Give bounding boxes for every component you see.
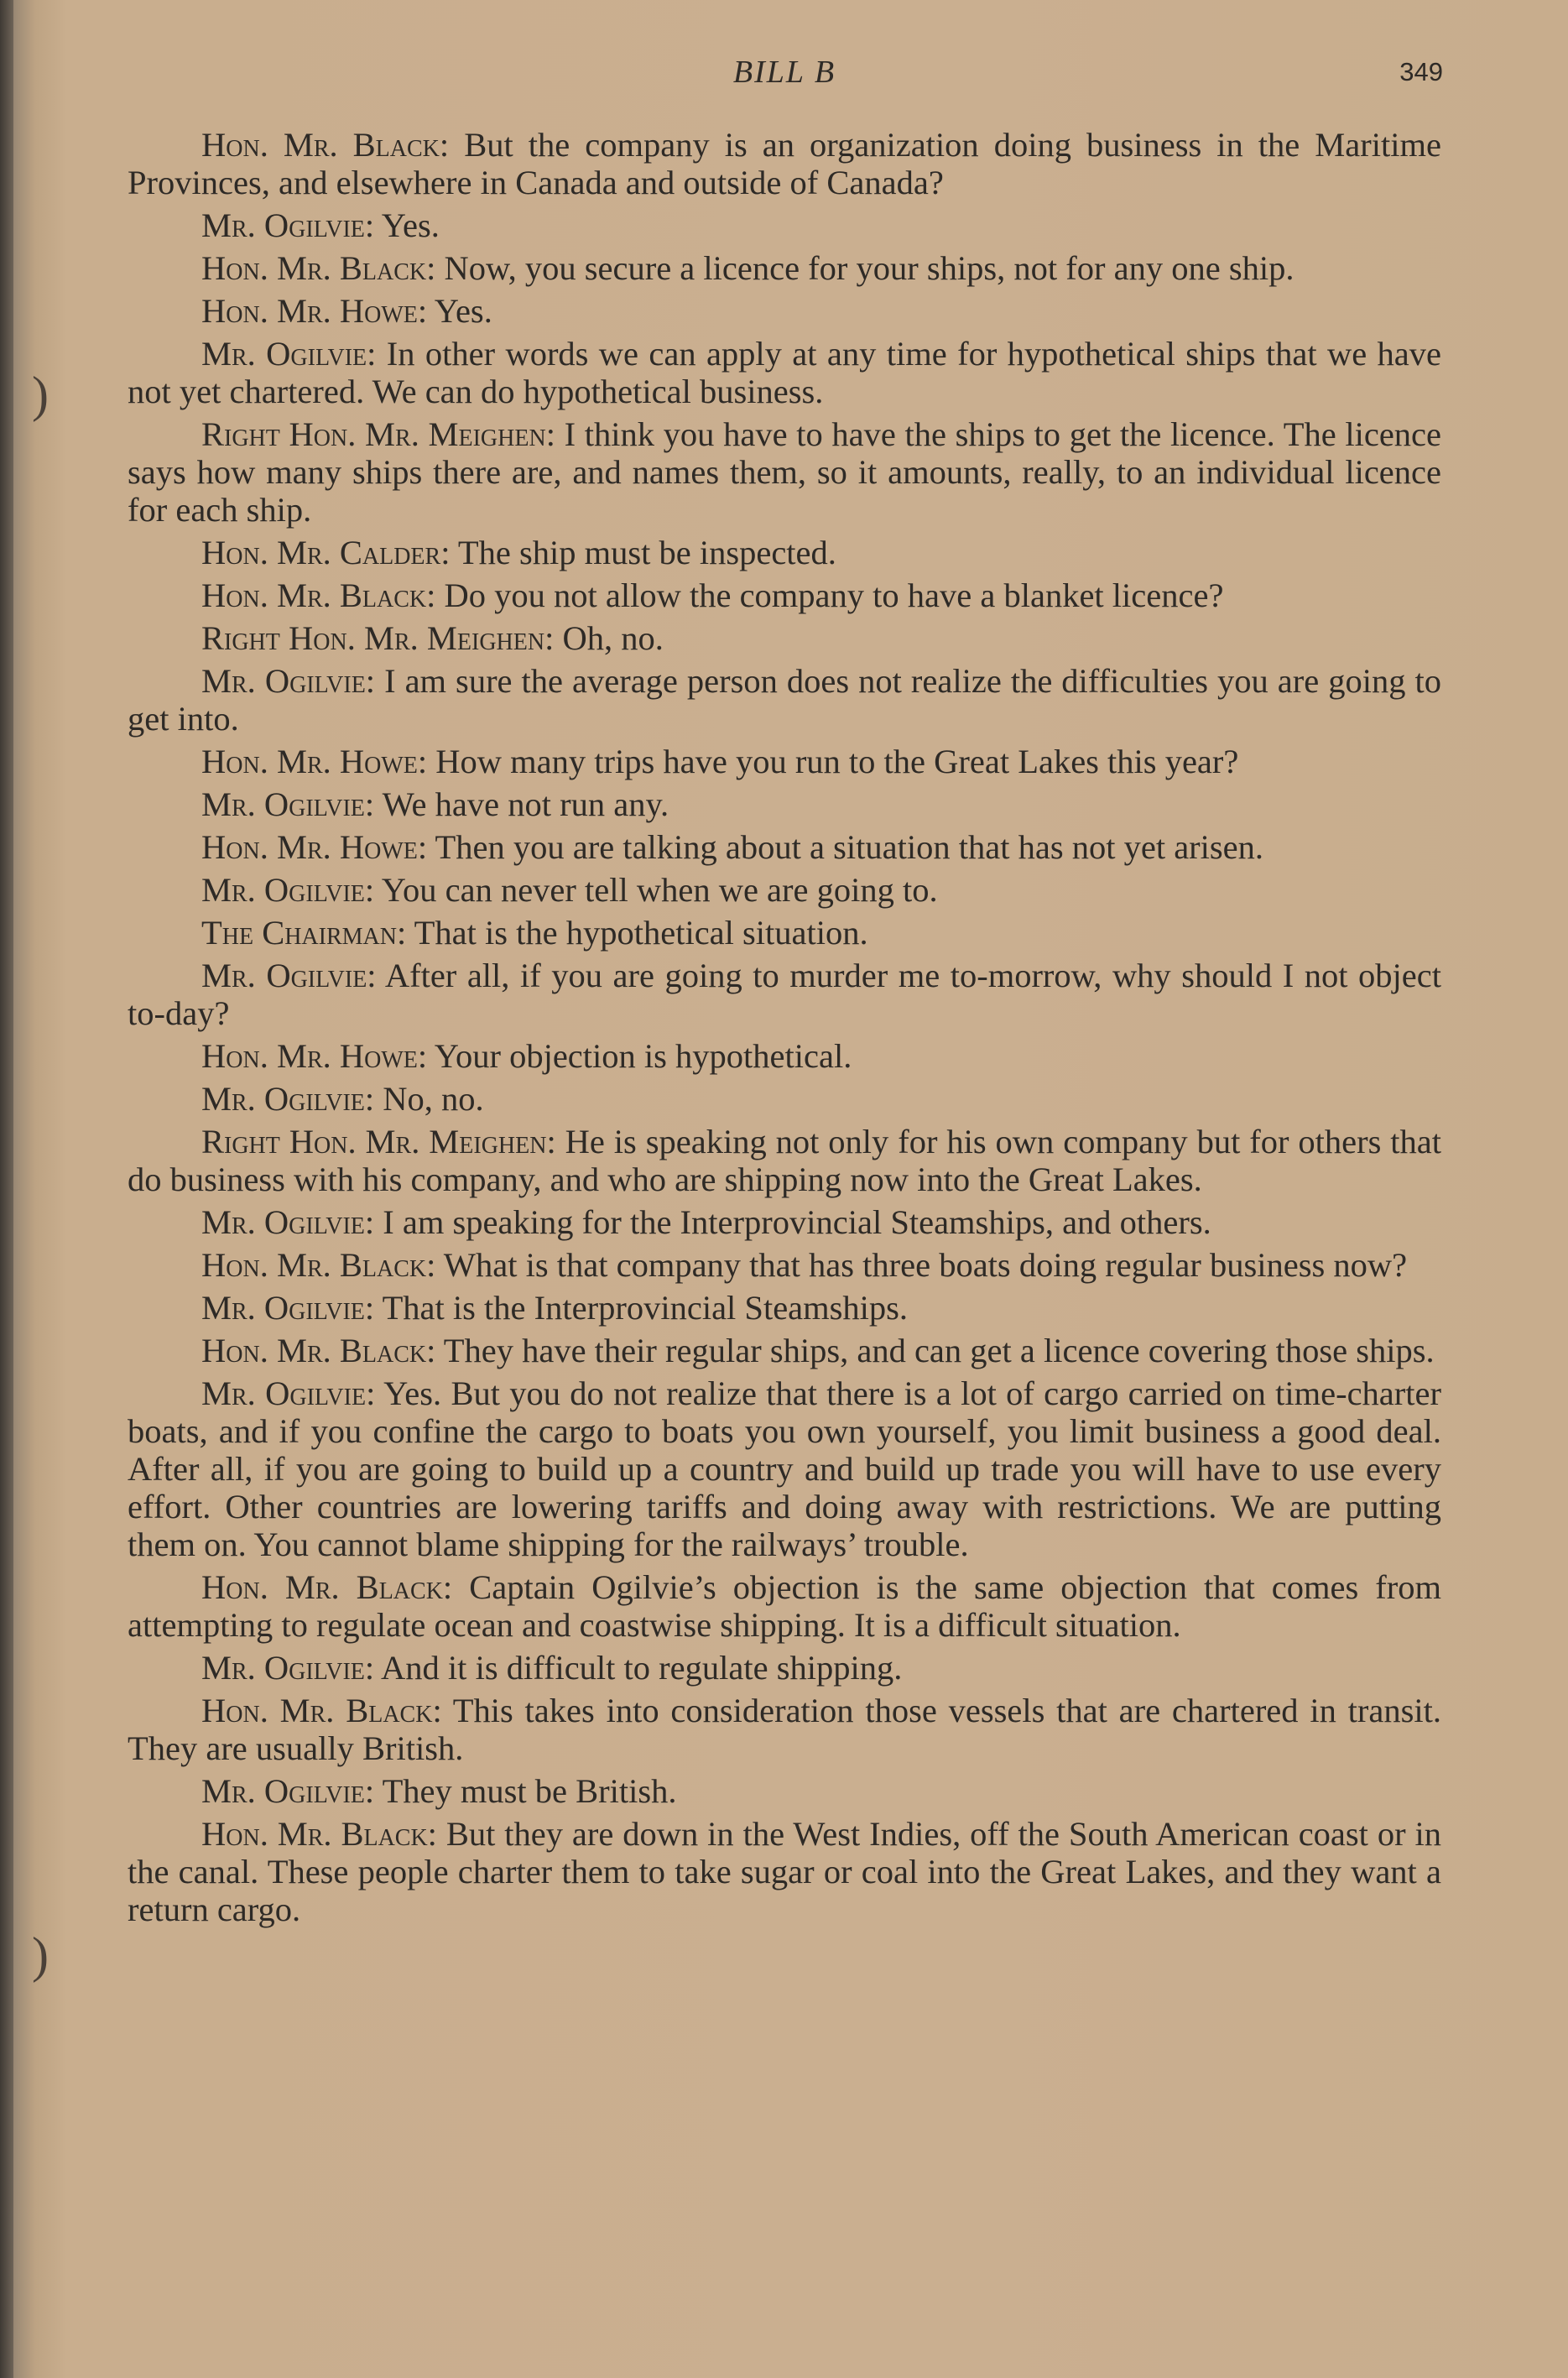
speech-text: How many trips have you run to the Great Lakes this year? xyxy=(427,743,1239,780)
transcript-paragraph xyxy=(128,1815,1441,1928)
speech-text: Do you not allow the company to have a blanket licence? xyxy=(435,576,1224,614)
binding-edge xyxy=(0,0,13,2378)
speaker-name: Hon. Mr. Howe: xyxy=(201,743,428,780)
speech-text: But the company is an organization doing business in the Maritime Provinces, and elsewhere in Canada and outside of Canada? xyxy=(128,126,1442,201)
speaker-name: Hon. Mr. Black: xyxy=(201,1332,436,1369)
speech-text: But they are down in the West Indies, off the South American coast or in the canal. These people charter them to take sugar or coal into the Great Lakes, and they want a return cargo. xyxy=(128,1815,1441,1928)
speech-text: The ship must be inspected. xyxy=(450,534,836,571)
transcript-paragraph xyxy=(128,335,1441,410)
transcript-paragraph xyxy=(128,249,1441,287)
transcript-paragraph xyxy=(128,1246,1441,1284)
speaker-name: Hon. Mr. Black: xyxy=(201,1246,436,1284)
transcript-paragraph xyxy=(128,1649,1441,1687)
speech-text: He is speaking not only for his own company but for others that do business with his company, and who are shipping now into the Great Lakes. xyxy=(128,1123,1442,1198)
transcript-paragraph xyxy=(128,1037,1441,1075)
speaker-name: Mr. Ogilvie: xyxy=(201,1772,375,1810)
speech-text: This takes into consideration those vessels that are chartered in transit. They are usually British. xyxy=(128,1692,1441,1767)
speech-text: You can never tell when we are going to. xyxy=(374,871,938,909)
speaker-name: Mr. Ogilvie: xyxy=(201,206,375,244)
running-head: BILL B xyxy=(732,55,836,90)
speech-text: And it is difficult to regulate shipping. xyxy=(374,1649,903,1687)
speaker-name: Mr. Ogilvie: xyxy=(201,335,377,373)
speech-text: After all, if you are going to murder me to-morrow, why should I not object to-day? xyxy=(128,957,1441,1032)
transcript-paragraph xyxy=(128,1080,1441,1118)
speech-text: In other words we can apply at any time for hypothetical ships that we have not yet chartered. We can do hypothetical business. xyxy=(128,335,1441,410)
transcript-paragraph xyxy=(128,957,1441,1032)
transcript-paragraph xyxy=(128,576,1441,614)
speech-text: They must be British. xyxy=(374,1772,677,1810)
speech-text: Captain Ogilvie’s objection is the same objection that comes from attempting to regulate ocean and coastwise shipping. It is a difficult situation. xyxy=(128,1568,1441,1644)
speech-text: Yes. xyxy=(374,206,440,244)
transcript-paragraph xyxy=(128,1374,1441,1563)
binder-hole-mark: ) xyxy=(32,1927,49,1983)
transcript-paragraph xyxy=(128,126,1441,201)
transcript-paragraph xyxy=(128,206,1441,244)
speech-text: That is the Interprovincial Steamships. xyxy=(374,1289,909,1327)
speaker-name: Mr. Ogilvie: xyxy=(201,1080,375,1118)
speech-text: Yes. But you do not realize that there is a lot of cargo carried on time-charter boats, and if you confine the cargo to boats you own yourself, you limit business a good deal. After all, if you are going to build up a country and build up trade you will have to use every effort. Other countries are lowering tariffs and doing away with restrictions. We are putting them on. You cannot blame shipping for the railways’ trouble. xyxy=(128,1374,1441,1563)
transcript-paragraph xyxy=(128,871,1441,909)
speaker-name: Hon. Mr. Black: xyxy=(201,1692,442,1729)
speaker-name: Hon. Mr. Black: xyxy=(201,576,436,614)
transcript-paragraph xyxy=(128,292,1441,330)
transcript-paragraph xyxy=(128,785,1441,823)
speaker-name: Hon. Mr. Black: xyxy=(201,249,436,287)
transcript-paragraph xyxy=(128,415,1441,529)
transcript-paragraph xyxy=(128,662,1441,738)
speaker-name: Hon. Mr. Calder: xyxy=(201,534,451,571)
speaker-name: Right Hon. Mr. Meighen: xyxy=(201,1123,556,1160)
speaker-name: The Chairman: xyxy=(201,914,407,952)
speaker-name: Mr. Ogilvie: xyxy=(201,1289,375,1327)
speaker-name: Mr. Ogilvie: xyxy=(201,785,375,823)
speaker-name: Hon. Mr. Black: xyxy=(201,126,450,164)
speaker-name: Mr. Ogilvie: xyxy=(201,662,376,700)
transcript-paragraph xyxy=(128,534,1441,571)
speech-text: Your objection is hypothetical. xyxy=(427,1037,852,1075)
transcript-paragraph xyxy=(128,1772,1441,1810)
speech-text: Then you are talking about a situation that has not yet arisen. xyxy=(427,828,1264,866)
speaker-name: Hon. Mr. Howe: xyxy=(201,828,428,866)
speaker-name: Hon. Mr. Black: xyxy=(201,1568,453,1606)
transcript-paragraph xyxy=(128,1289,1441,1327)
speech-text: No, no. xyxy=(374,1080,484,1118)
speaker-name: Hon. Mr. Black: xyxy=(201,1815,437,1853)
speech-text: That is the hypothetical situation. xyxy=(406,914,868,952)
transcript-paragraph xyxy=(128,1203,1441,1241)
speaker-name: Mr. Ogilvie: xyxy=(201,957,377,994)
speaker-name: Mr. Ogilvie: xyxy=(201,1203,375,1241)
binder-hole-mark: ) xyxy=(32,367,49,422)
transcript-paragraph xyxy=(128,743,1441,780)
speech-text: They have their regular ships, and can get a licence covering those ships. xyxy=(435,1332,1435,1369)
speaker-name: Mr. Ogilvie: xyxy=(201,1374,376,1412)
transcript-paragraph xyxy=(128,914,1441,952)
transcript-paragraph xyxy=(128,1332,1441,1369)
speech-text: I am sure the average person does not realize the difficulties you are going to get into. xyxy=(128,662,1441,738)
page-number: 349 xyxy=(1399,57,1443,86)
speaker-name: Right Hon. Mr. Meighen: xyxy=(201,619,555,657)
transcript-paragraph xyxy=(128,1123,1441,1198)
speech-text: I think you have to have the ships to get the licence. The licence says how many ships there are, and names them, so it amounts, really, to an individual licence for each ship. xyxy=(128,415,1441,529)
transcript-paragraph xyxy=(128,1568,1441,1644)
transcript-paragraph xyxy=(128,619,1441,657)
speech-text: Now, you secure a licence for your ships, not for any one ship. xyxy=(435,249,1295,287)
speech-text: Yes. xyxy=(427,292,492,330)
speaker-name: Hon. Mr. Howe: xyxy=(201,292,428,330)
transcript-body xyxy=(128,126,1441,1933)
speech-text: Oh, no. xyxy=(554,619,664,657)
transcript-paragraph xyxy=(128,828,1441,866)
speech-text: We have not run any. xyxy=(374,785,669,823)
speaker-name: Hon. Mr. Howe: xyxy=(201,1037,428,1075)
speaker-name: Right Hon. Mr. Meighen: xyxy=(201,415,555,453)
speaker-name: Mr. Ogilvie: xyxy=(201,1649,375,1687)
speaker-name: Mr. Ogilvie: xyxy=(201,871,375,909)
speech-text: I am speaking for the Interprovincial Steamships, and others. xyxy=(374,1203,1211,1241)
speech-text: What is that company that has three boats doing regular business now? xyxy=(435,1246,1408,1284)
page-header xyxy=(126,54,1443,96)
transcript-paragraph xyxy=(128,1692,1441,1767)
